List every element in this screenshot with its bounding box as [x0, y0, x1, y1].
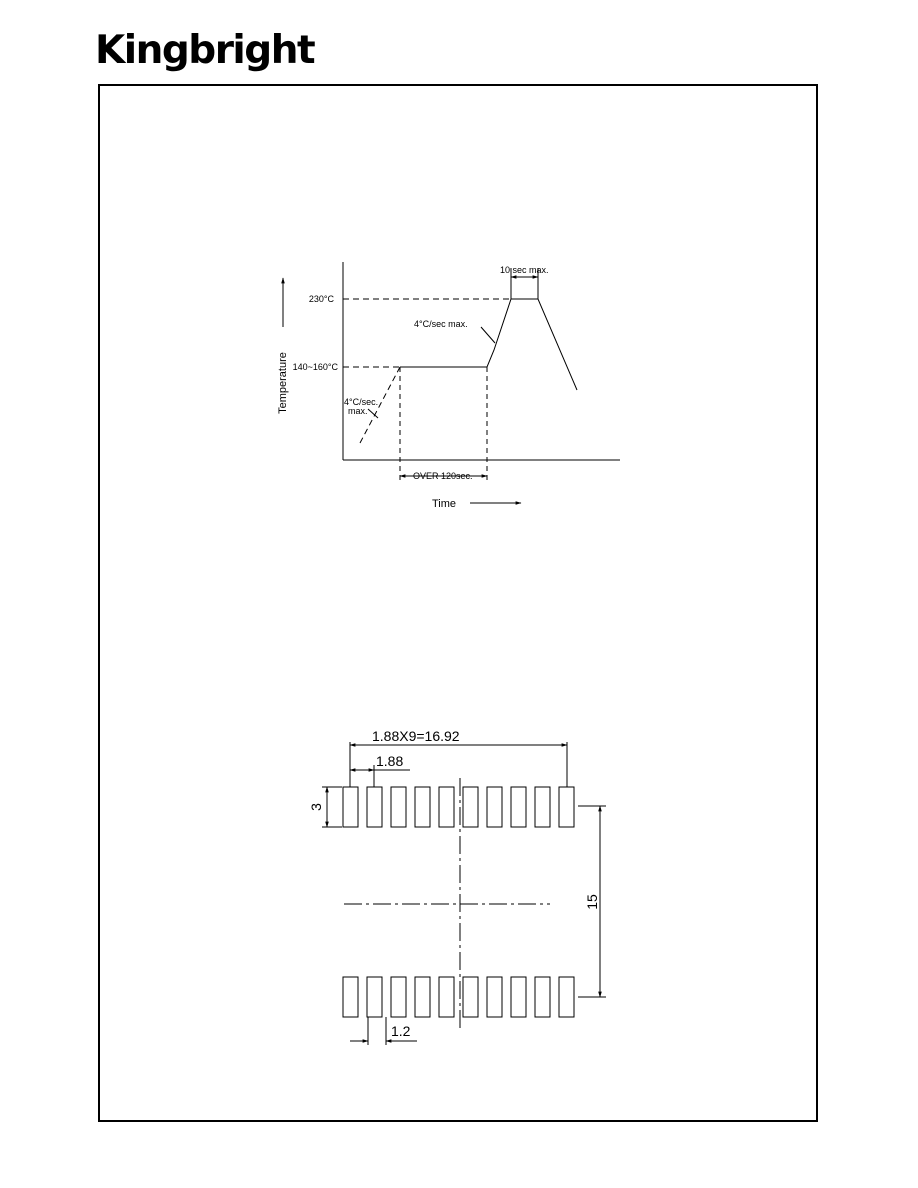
pad-bottom	[391, 977, 406, 1017]
pad-width-label: 1.2	[391, 1023, 411, 1039]
temperature-profile-curve	[400, 299, 577, 390]
x-axis-label: Time	[432, 498, 457, 510]
pad-bottom	[343, 977, 358, 1017]
row-spacing-label: 15	[584, 894, 600, 910]
pad-top	[415, 787, 430, 827]
initial-ramp-leader	[368, 409, 378, 418]
pad-bottom	[463, 977, 478, 1017]
pad-bottom	[367, 977, 382, 1017]
pad-top	[367, 787, 382, 827]
y-axis-label: Temperature	[277, 352, 289, 414]
peak-temp-label: 230°C	[308, 294, 334, 304]
preheat-temp-label: 140~160°C	[292, 362, 338, 372]
preheat-time-label: OVER 120sec.	[413, 471, 473, 481]
pad-bottom	[511, 977, 526, 1017]
pad-top	[343, 787, 358, 827]
pad-top	[391, 787, 406, 827]
pad-top	[439, 787, 454, 827]
pad-bottom	[559, 977, 574, 1017]
pad-top	[487, 787, 502, 827]
initial-ramp-label-line2: max.	[348, 406, 368, 416]
initial-ramp-label-line1: 4°C/sec.	[344, 397, 379, 407]
total-pitch-label: 1.88X9=16.92	[372, 728, 460, 744]
pad-length-label: 3	[308, 803, 324, 811]
pad-row-bottom	[343, 977, 574, 1017]
ramp-label-leader	[481, 327, 495, 343]
pad-bottom	[487, 977, 502, 1017]
pad-row-top	[343, 787, 574, 827]
pad-bottom	[415, 977, 430, 1017]
pad-bottom	[439, 977, 454, 1017]
kingbright-logo: Kingbright	[95, 28, 315, 73]
peak-time-label: 10 sec max.	[500, 265, 549, 275]
pad-top	[511, 787, 526, 827]
pitch-label: 1.88	[376, 753, 404, 769]
pad-layout-drawing	[322, 742, 606, 1045]
pad-top	[535, 787, 550, 827]
pad-top	[559, 787, 574, 827]
ramp-up-label: 4°C/sec max.	[414, 319, 468, 329]
pad-bottom	[535, 977, 550, 1017]
pad-top	[463, 787, 478, 827]
